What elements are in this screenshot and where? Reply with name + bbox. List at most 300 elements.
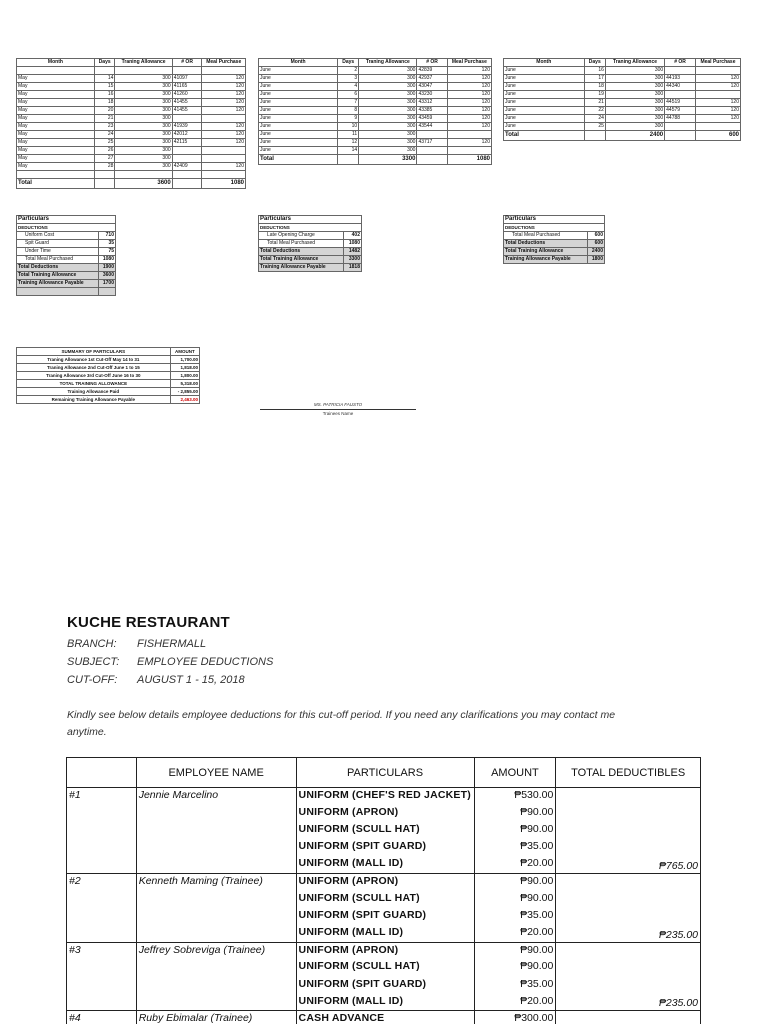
attendance-cell (172, 147, 202, 155)
total-deductibles (556, 977, 701, 994)
particulars-total-label: Total Deductions (259, 248, 344, 256)
attendance-header-cell: Days (338, 59, 359, 67)
attendance-cell (447, 131, 491, 139)
attendance-cell: 300 (115, 115, 172, 123)
particulars-total-value: 1700 (99, 280, 116, 288)
total-label: Total (504, 131, 585, 141)
attendance-cell: 120 (202, 91, 246, 99)
deduction-row (67, 1011, 701, 1024)
total-deductibles (556, 873, 701, 890)
attendance-cell: 43717 (417, 139, 447, 147)
attendance-cell: 43544 (417, 123, 447, 131)
deduction-particular: UNIFORM (APRON) (296, 805, 474, 822)
attendance-cell: 120 (447, 67, 491, 75)
deduction-amount: ₱20.00 (474, 994, 556, 1011)
deductions-label: DEDUCTIONS (259, 224, 362, 232)
employee-name: Jennie Marcelino (136, 788, 296, 805)
memo-note: Kindly see below details employee deductions for this cut-off period. If you need any clarifications you may contact me anytime. (67, 709, 616, 738)
attendance-cell (417, 131, 447, 139)
attendance-cell: 300 (115, 91, 172, 99)
deduction-particular: UNIFORM (SCULL HAT) (296, 822, 474, 839)
total-label: Total (259, 155, 338, 165)
particulars-table-3 (503, 215, 605, 264)
attendance-cell: 300 (359, 107, 417, 115)
particulars-total-label: Total Deductions (504, 240, 588, 248)
attendance-cell: 9 (338, 115, 359, 123)
particulars-item-value: 75 (99, 248, 116, 256)
attendance-cell: 120 (447, 83, 491, 91)
company-title: KUCHE RESTAURANT (67, 614, 230, 631)
particulars-total-label: Total Training Allowance (17, 272, 99, 280)
attendance-cell: 120 (447, 115, 491, 123)
summary-of-particulars-table (16, 347, 200, 404)
attendance-cell: May (17, 91, 95, 99)
attendance-cell (17, 67, 95, 75)
attendance-row (259, 83, 492, 91)
total-deductibles (556, 805, 701, 822)
memo-branch (67, 638, 206, 650)
attendance-cell: 300 (359, 99, 417, 107)
deduction-amount: ₱35.00 (474, 977, 556, 994)
attendance-cell: 24 (584, 115, 605, 123)
total-empty (94, 179, 115, 189)
particulars-item-row (259, 240, 362, 248)
particulars-total-row (17, 264, 116, 272)
deduction-row (67, 856, 701, 873)
employee-name (136, 994, 296, 1011)
attendance-row (504, 91, 741, 99)
employee-name: Ruby Ebimalar (Trainee) (136, 1011, 296, 1024)
employee-name (136, 908, 296, 925)
attendance-row (259, 75, 492, 83)
particulars-total-value: 600 (587, 240, 604, 248)
total-deductibles (556, 788, 701, 805)
deductions-header-row (67, 758, 701, 788)
attendance-row (504, 115, 741, 123)
attendance-cell: 43230 (417, 91, 447, 99)
attendance-cell: 25 (94, 139, 115, 147)
particulars-item-row (259, 232, 362, 240)
attendance-cell: May (17, 155, 95, 163)
attendance-cell: 120 (447, 107, 491, 115)
attendance-cell: 20 (94, 107, 115, 115)
deduction-particular: UNIFORM (SPIT GUARD) (296, 908, 474, 925)
attendance-cell: 300 (359, 131, 417, 139)
attendance-cell: 17 (584, 75, 605, 83)
summary-header-amount: AMOUNT (170, 348, 199, 356)
attendance-cell: 15 (94, 83, 115, 91)
attendance-row (259, 107, 492, 115)
attendance-cell: 300 (115, 107, 172, 115)
attendance-cell: May (17, 163, 95, 171)
attendance-cell: June (259, 83, 338, 91)
employee-number (67, 839, 137, 856)
summary-value: 1,818.00 (170, 364, 199, 372)
total-deductibles (556, 1011, 701, 1024)
particulars-item-value: 402 (344, 232, 362, 240)
attendance-cell: May (17, 83, 95, 91)
deduction-particular: CASH ADVANCE (296, 1011, 474, 1024)
summary-value: 1,700.00 (170, 356, 199, 364)
particulars-total-value: 1800 (587, 256, 604, 264)
attendance-cell: 19 (584, 91, 605, 99)
attendance-cell: 18 (584, 83, 605, 91)
particulars-item-label: Total Meal Purchased (17, 256, 99, 264)
attendance-cell: June (259, 131, 338, 139)
total-label: Total (17, 179, 95, 189)
attendance-cell: 44519 (665, 99, 696, 107)
attendance-cell: June (504, 83, 585, 91)
total-deductibles (556, 839, 701, 856)
attendance-cell: 28 (94, 163, 115, 171)
particulars-item-row (17, 256, 116, 264)
attendance-cell: 21 (94, 115, 115, 123)
attendance-cell: 120 (202, 163, 246, 171)
total-meal: 600 (695, 131, 740, 141)
attendance-cell: 120 (447, 75, 491, 83)
attendance-cell: 300 (115, 139, 172, 147)
signature-line (260, 409, 416, 410)
employee-number: #3 (67, 942, 137, 959)
attendance-cell: 120 (447, 123, 491, 131)
total-empty (584, 131, 605, 141)
attendance-cell: 300 (115, 163, 172, 171)
attendance-cell: 300 (115, 155, 172, 163)
particulars-total-row (504, 240, 605, 248)
deduction-row (67, 908, 701, 925)
attendance-row (259, 139, 492, 147)
total-meal: 1080 (202, 179, 246, 189)
attendance-cell: 14 (338, 147, 359, 155)
attendance-cell: 42115 (172, 139, 202, 147)
attendance-cell: 41939 (172, 123, 202, 131)
deductions-header-cell: AMOUNT (474, 758, 556, 788)
attendance-row (504, 83, 741, 91)
attendance-header-cell: Meal Purchase (695, 59, 740, 67)
particulars-item-label: Under Time (17, 248, 99, 256)
particulars-total-value: 1482 (344, 248, 362, 256)
summary-value: 2,463.00 (170, 396, 199, 404)
attendance-cell: 42839 (417, 67, 447, 75)
attendance-cell: 41455 (172, 107, 202, 115)
attendance-cell: 120 (202, 123, 246, 131)
summary-value: 1,800.00 (170, 372, 199, 380)
attendance-total-row (17, 179, 246, 189)
total-deductibles: ₱765.00 (556, 856, 701, 873)
attendance-cell: 24 (94, 131, 115, 139)
attendance-row (17, 75, 246, 83)
attendance-cell: 43385 (417, 107, 447, 115)
attendance-cell (665, 91, 696, 99)
particulars-title-row (259, 216, 362, 224)
attendance-cell: 21 (584, 99, 605, 107)
attendance-cell (172, 171, 202, 179)
deduction-row (67, 942, 701, 959)
employee-number (67, 908, 137, 925)
attendance-row (504, 123, 741, 131)
attendance-row (17, 131, 246, 139)
deduction-particular: UNIFORM (MALL ID) (296, 856, 474, 873)
attendance-header-cell: Days (584, 59, 605, 67)
summary-header-row (17, 348, 200, 356)
particulars-total-value: 1818 (344, 264, 362, 272)
deductions-header-cell: PARTICULARS (296, 758, 474, 788)
attendance-header-cell: Month (504, 59, 585, 67)
attendance-cell: 42409 (172, 163, 202, 171)
employee-name: Kenneth Maming (Trainee) (136, 873, 296, 890)
employee-name (136, 839, 296, 856)
employee-name (136, 959, 296, 976)
deduction-amount: ₱20.00 (474, 856, 556, 873)
summary-label: Training Allowance Paid (17, 388, 171, 396)
attendance-header-cell: Month (17, 59, 95, 67)
attendance-cell: June (259, 91, 338, 99)
total-deductibles (556, 942, 701, 959)
particulars-total-row (17, 272, 116, 280)
attendance-cell: 44788 (665, 115, 696, 123)
particulars-item-label: Spit Guard (17, 240, 99, 248)
attendance-cell: 16 (584, 67, 605, 75)
particulars-total-row (259, 264, 362, 272)
attendance-cell: May (17, 99, 95, 107)
attendance-cell (202, 67, 246, 75)
total-empty (417, 155, 447, 165)
deduction-particular: UNIFORM (CHEF'S RED JACKET) (296, 788, 474, 805)
particulars-total-label: Training Allowance Payable (504, 256, 588, 264)
particulars-total-label: Training Allowance Payable (17, 280, 99, 288)
attendance-cell (202, 171, 246, 179)
employee-number (67, 856, 137, 873)
attendance-cell: June (504, 91, 585, 99)
attendance-cell (447, 147, 491, 155)
particulars-item-value: 710 (99, 232, 116, 240)
employee-number (67, 959, 137, 976)
attendance-cell: 300 (605, 107, 664, 115)
attendance-cell: June (259, 139, 338, 147)
attendance-cell: 23 (94, 123, 115, 131)
attendance-row (259, 99, 492, 107)
attendance-header-cell: # OR (172, 59, 202, 67)
attendance-header-cell: Traning Allowance (605, 59, 664, 67)
employee-number (67, 925, 137, 942)
attendance-cell: 120 (202, 139, 246, 147)
attendance-cell (665, 67, 696, 75)
attendance-row (504, 107, 741, 115)
attendance-cell: 120 (695, 99, 740, 107)
particulars-blank-row (17, 288, 116, 296)
total-meal: 1080 (447, 155, 491, 165)
deductions-header-cell: TOTAL DEDUCTIBLES (556, 758, 701, 788)
particulars-total-value: 3300 (344, 256, 362, 264)
total-empty (172, 179, 202, 189)
deduction-particular: UNIFORM (SPIT GUARD) (296, 839, 474, 856)
particulars-total-label: Training Allowance Payable (259, 264, 344, 272)
attendance-row (504, 75, 741, 83)
attendance-cell: 22 (584, 107, 605, 115)
attendance-cell (202, 147, 246, 155)
attendance-cell (115, 171, 172, 179)
attendance-row (17, 83, 246, 91)
employee-name (136, 977, 296, 994)
particulars-total-row (259, 248, 362, 256)
attendance-cell (417, 147, 447, 155)
deductions-label-row (259, 224, 362, 232)
attendance-cell: 300 (115, 75, 172, 83)
deduction-amount: ₱20.00 (474, 925, 556, 942)
employee-name (136, 925, 296, 942)
total-deductibles (556, 908, 701, 925)
blank-cell (17, 288, 99, 296)
attendance-cell: May (17, 147, 95, 155)
attendance-row (17, 99, 246, 107)
attendance-cell: 7 (338, 99, 359, 107)
employee-number: #2 (67, 873, 137, 890)
deduction-row (67, 925, 701, 942)
particulars-total-row (259, 256, 362, 264)
deductions-header-cell (67, 758, 137, 788)
attendance-cell: 300 (359, 75, 417, 83)
particulars-table-1 (16, 215, 116, 296)
attendance-header-cell: Traning Allowance (115, 59, 172, 67)
particulars-item-row (17, 248, 116, 256)
branch-label: BRANCH: (67, 638, 117, 650)
attendance-row (259, 147, 492, 155)
deduction-particular: UNIFORM (MALL ID) (296, 994, 474, 1011)
deduction-particular: UNIFORM (SPIT GUARD) (296, 977, 474, 994)
summary-row (17, 356, 200, 364)
deduction-row (67, 873, 701, 890)
particulars-total-label: Total Training Allowance (504, 248, 588, 256)
attendance-cell (94, 171, 115, 179)
attendance-cell: June (504, 123, 585, 131)
attendance-row (259, 123, 492, 131)
particulars-total-label: Total Deductions (17, 264, 99, 272)
total-deductibles (556, 822, 701, 839)
attendance-cell: May (17, 123, 95, 131)
deduction-particular: UNIFORM (APRON) (296, 942, 474, 959)
attendance-cell (695, 91, 740, 99)
signature-name: MS. PATRICIA FAUSTO (313, 402, 363, 407)
deductions-label-row (504, 224, 605, 232)
employee-name (136, 856, 296, 873)
employee-number: #4 (67, 1011, 137, 1024)
attendance-cell: 42012 (172, 131, 202, 139)
particulars-table-2 (258, 215, 362, 272)
deduction-amount: ₱90.00 (474, 959, 556, 976)
attendance-cell: 300 (359, 139, 417, 147)
attendance-cell (695, 67, 740, 75)
attendance-cell: 300 (115, 83, 172, 91)
particulars-item-row (17, 232, 116, 240)
attendance-cell: 18 (94, 99, 115, 107)
attendance-row (17, 67, 246, 75)
employee-number (67, 891, 137, 908)
attendance-cell: 42937 (417, 75, 447, 83)
attendance-cell (172, 155, 202, 163)
attendance-cell: 16 (94, 91, 115, 99)
memo-subject (67, 656, 273, 668)
attendance-cell: 12 (338, 139, 359, 147)
deduction-particular: UNIFORM (MALL ID) (296, 925, 474, 942)
attendance-cell: May (17, 115, 95, 123)
summary-row (17, 372, 200, 380)
attendance-cell: 4 (338, 83, 359, 91)
total-deductibles (556, 891, 701, 908)
attendance-cell: 3 (338, 75, 359, 83)
attendance-cell: June (259, 115, 338, 123)
attendance-header-row (259, 59, 492, 67)
particulars-total-row (504, 256, 605, 264)
attendance-cell: 120 (202, 131, 246, 139)
total-deductibles: ₱235.00 (556, 925, 701, 942)
summary-label: Traning Allowance 1st Cut-Off May 14 to 31 (17, 356, 171, 364)
total-deductibles: ₱235.00 (556, 994, 701, 1011)
deduction-row (67, 805, 701, 822)
attendance-cell: 6 (338, 91, 359, 99)
attendance-cell: June (504, 99, 585, 107)
summary-row (17, 364, 200, 372)
particulars-total-value: 3600 (99, 272, 116, 280)
attendance-row (17, 91, 246, 99)
particulars-total-label: Total Training Allowance (259, 256, 344, 264)
particulars-total-row (17, 280, 116, 288)
attendance-cell: May (17, 131, 95, 139)
attendance-row (17, 155, 246, 163)
attendance-cell: June (259, 147, 338, 155)
attendance-cell: 300 (359, 147, 417, 155)
attendance-total-row (259, 155, 492, 165)
deduction-amount: ₱35.00 (474, 839, 556, 856)
attendance-row (17, 147, 246, 155)
attendance-cell: 11 (338, 131, 359, 139)
attendance-cell: 44579 (665, 107, 696, 115)
attendance-row (17, 115, 246, 123)
deduction-amount: ₱90.00 (474, 805, 556, 822)
deduction-amount: ₱300.00 (474, 1011, 556, 1024)
deduction-row (67, 977, 701, 994)
attendance-cell: June (259, 123, 338, 131)
attendance-header-cell: Meal Purchase (447, 59, 491, 67)
attendance-cell: 120 (447, 91, 491, 99)
attendance-cell: May (17, 75, 95, 83)
particulars-item-value: 35 (99, 240, 116, 248)
attendance-cell: 120 (202, 83, 246, 91)
attendance-total-row (504, 131, 741, 141)
particulars-title: Particulars (504, 216, 605, 224)
attendance-cell: 10 (338, 123, 359, 131)
attendance-cell: 41165 (172, 83, 202, 91)
summary-label: TOTAL TRAINING ALLOWANCE (17, 380, 171, 388)
attendance-row (17, 139, 246, 147)
attendance-header-cell: Meal Purchase (202, 59, 246, 67)
attendance-cell: June (504, 75, 585, 83)
attendance-cell: 43459 (417, 115, 447, 123)
total-training: 2400 (605, 131, 664, 141)
employee-number (67, 994, 137, 1011)
employee-name: Jeffrey Sobreviga (Trainee) (136, 942, 296, 959)
attendance-header-cell: Days (94, 59, 115, 67)
attendance-cell: 120 (202, 99, 246, 107)
particulars-item-value: 1080 (344, 240, 362, 248)
attendance-cell: 300 (359, 115, 417, 123)
attendance-cell: 41097 (172, 75, 202, 83)
deduction-amount: ₱530.00 (474, 788, 556, 805)
deduction-particular: UNIFORM (APRON) (296, 873, 474, 890)
attendance-cell: 2 (338, 67, 359, 75)
subject-label: SUBJECT: (67, 656, 120, 668)
attendance-cell: 120 (695, 107, 740, 115)
total-deductibles (556, 959, 701, 976)
